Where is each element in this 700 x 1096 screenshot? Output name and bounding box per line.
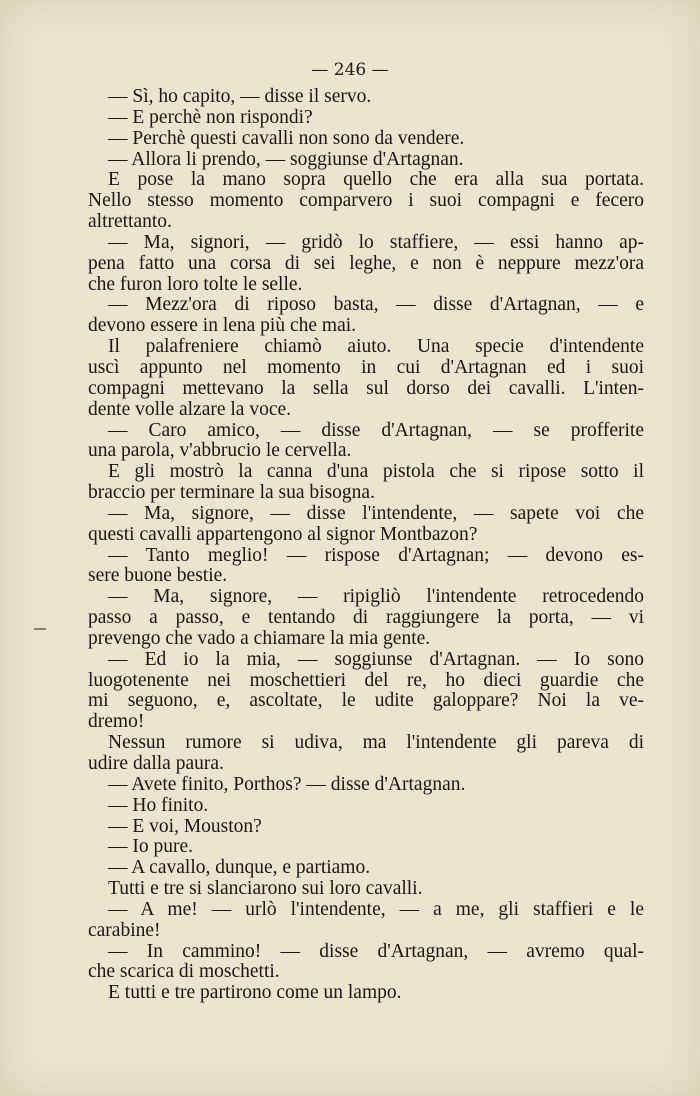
- text-line: — A cavallo, dunque, e partiamo.: [108, 857, 371, 879]
- page-number: — 246 —: [311, 60, 389, 80]
- text-line: Nello stesso momento comparvero i suoi compagni e fecero: [88, 190, 644, 212]
- text-line: che scarica di moschetti.: [88, 961, 280, 983]
- text-line: — E voi, Mouston?: [108, 815, 262, 837]
- margin-mark: [34, 628, 46, 630]
- text-line: — Allora li prendo, — soggiunse d'Artagnan.: [108, 148, 464, 170]
- text-line: devono essere in lena più che mai.: [88, 315, 357, 337]
- text-line: passo a passo, e tentando di raggiungere la porta, — vi: [88, 607, 644, 629]
- text-line: dente volle alzare la voce.: [88, 398, 292, 420]
- text-line: prevengo che vado a chiamare la mia gente.: [88, 627, 431, 649]
- text-line: uscì appunto nel momento in cui d'Artagnan ed i suoi: [88, 356, 644, 378]
- text-line: E pose la mano sopra quello che era alla sua portata.: [108, 169, 644, 191]
- text-line: — E perchè non rispondi?: [108, 106, 313, 128]
- text-line: luogotenente nei moschettieri del re, ho dieci guardie che: [88, 669, 644, 691]
- text-line: udire dalla paura.: [88, 753, 224, 774]
- text-line: — Ma, signore, — disse l'intendente, — sapete voi che: [108, 502, 644, 524]
- text-line: — Avete finito, Porthos? — disse d'Artagnan.: [108, 773, 466, 795]
- text-line: E gli mostrò la canna d'una pistola che si ripose sotto il: [108, 461, 644, 483]
- text-line: Nessun rumore si udiva, ma l'intendente gli pareva di: [108, 732, 644, 754]
- text-line: questi cavalli appartengono al signor Montbazon?: [88, 523, 478, 545]
- text-line: dremo!: [88, 711, 145, 733]
- text-line: braccio per terminare la sua bisogna.: [88, 482, 375, 504]
- body-text: [88, 87, 644, 1004]
- text-line: — Ma, signore, — ripigliò l'intendente retrocedendo: [108, 586, 644, 608]
- text-line: mi seguono, e, ascoltate, le udite galoppare? Noi la ve-: [88, 690, 644, 712]
- text-line: — Caro amico, — disse d'Artagnan, — se profferite: [108, 419, 644, 441]
- text-line: pena fatto una corsa di sei leghe, e non è neppure mezz'ora: [88, 252, 644, 274]
- text-line: — Sì, ho capito, — disse il servo.: [108, 86, 372, 107]
- text-line: che furon loro tolte le selle.: [88, 273, 303, 295]
- text-line: — Ho finito.: [108, 794, 209, 816]
- text-line: carabine!: [88, 919, 161, 941]
- text-line: compagni mettevano la sella sul dorso dei cavalli. L'inten-: [88, 377, 644, 399]
- text-line: — Mezz'ora di riposo basta, — disse d'Artagnan, — e: [108, 294, 644, 316]
- text-line: — In cammino! — disse d'Artagnan, — avremo qual-: [108, 940, 644, 962]
- text-line: — A me! — urlò l'intendente, — a me, gli staffieri e le: [108, 898, 644, 920]
- text-line: — Io pure.: [108, 836, 194, 858]
- text-line: — Tanto meglio! — rispose d'Artagnan; — devono es-: [108, 544, 644, 566]
- text-line: Il palafreniere chiamò aiuto. Una specie d'intendente: [108, 336, 644, 358]
- text-line: — Ma, signori, — gridò lo staffiere, — essi hanno ap-: [108, 231, 644, 253]
- text-line: una parola, v'abbrucio le cervella.: [88, 440, 352, 462]
- text-line: E tutti e tre partirono come un lampo.: [108, 982, 402, 1004]
- text-line: sere buone bestie.: [88, 565, 228, 587]
- text-line: — Ed io la mia, — soggiunse d'Artagnan. — Io sono: [108, 648, 644, 670]
- text-line: — Perchè questi cavalli non sono da vendere.: [108, 127, 465, 149]
- text-line: Tutti e tre si slanciarono sui loro cavalli.: [108, 878, 423, 900]
- text-line: altrettanto.: [88, 211, 172, 233]
